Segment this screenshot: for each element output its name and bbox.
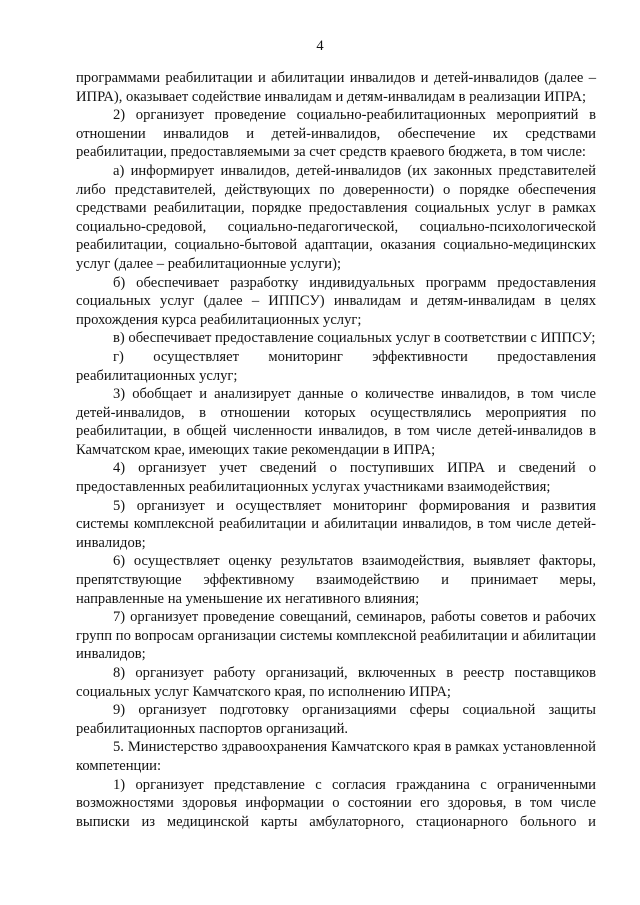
paragraph-item-2g: г) осуществляет мониторинг эффективности предоставления реабилитационных услуг; [76,348,596,384]
paragraph-item-7: 7) организует проведение совещаний, семинаров, работы советов и рабочих групп по вопросам организации системы комплексной реабилитации и абилитации инвалидов; [76,609,596,663]
paragraph-ipra-continuation: программами реабилитации и абилитации инвалидов и детей-инвалидов (далее – ИПРА), оказывает содействие инвалидам и детям-инвалидам в реализации ИПРА; [76,70,596,105]
paragraph-item-8: 8) организует работу организаций, включенных в реестр поставщиков социальных услуг Камчатского края, по исполнению ИПРА; [76,665,596,700]
document-body [76,69,596,831]
paragraph-item-2b: б) обеспечивает разработку индивидуальных программ предоставления социальных услуг (далее – ИППСУ) инвалидам и детям-инвалидам в целях прохождения курса реабилитационных услуг; [76,274,596,328]
paragraph-item-2: 2) организует проведение социально-реабилитационных мероприятий в отношении инвалидов и детей-инвалидов, обеспечение их средствами реабилитации, предоставляемыми за счет средств краевого бюджета, в том числе: [76,107,596,161]
paragraph-item-2a: а) информирует инвалидов, детей-инвалидов (их законных представителей либо представителей, действующих по доверенности) о порядке обеспечения средствами реабилитации, порядке предоставления социальных услуг в рамках социально-средовой, социально-педагогической, социально-психологической реабилитации, социально-бытовой адаптации, оказания социально-медицинских услуг (далее – реабилитационные услуги); [76,162,596,272]
paragraph-item-6: 6) осуществляет оценку результатов взаимодействия, выявляет факторы, препятствующие эффективному взаимодействию и принимает меры, направленные на уменьшение их негативного влияния; [76,553,596,607]
page-number: 4 [316,38,324,54]
paragraph-item-4: 4) организует учет сведений о поступивших ИПРА и сведений о предоставленных реабилитационных услугах участниками взаимодействия; [76,460,596,496]
paragraph-section-5: 5. Министерство здравоохранения Камчатского края в рамках установленной компетенции: [76,739,596,774]
paragraph-item-5: 5) организует и осуществляет мониторинг формирования и развития системы комплексной реабилитации и абилитации инвалидов, в том числе детей-инвалидов; [76,497,596,551]
paragraph-item-3: 3) обобщает и анализирует данные о количестве инвалидов, в том числе детей-инвалидов, в отношении которых осуществлялись мероприятия по реабилитации, в общей численности инвалидов, в том числе детей-инвалидов в Камчатском крае, имеющих такие рекомендации в ИПРА; [76,386,596,458]
paragraph-item-9: 9) организует подготовку организациями сферы социальной защиты реабилитационных паспортов организаций. [76,702,596,737]
paragraph-item-2v: в) обеспечивает предоставление социальных услуг в соответствии с ИППСУ; [113,330,596,347]
paragraph-section-5-item-1: 1) организует представление с согласия гражданина с ограниченными возможностями здоровья информации о состоянии его здоровья, в том числе выписки из медицинской карты амбулаторного, стационарного больного и [76,776,596,830]
